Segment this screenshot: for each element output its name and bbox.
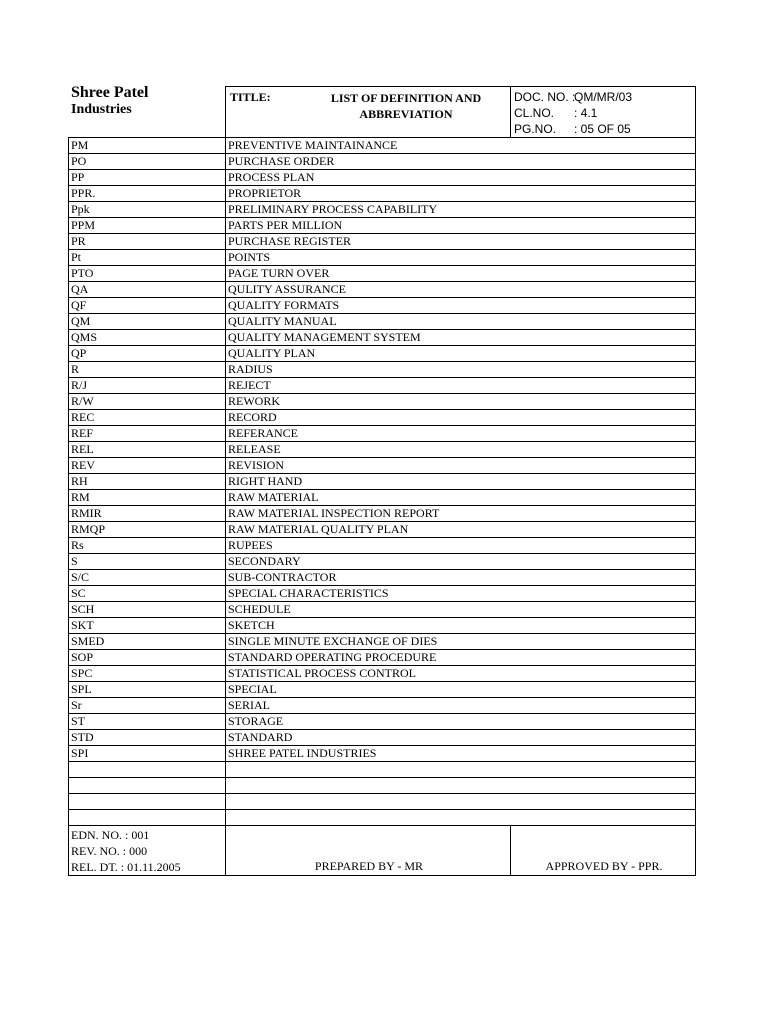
definition-cell: RAW MATERIAL: [226, 490, 696, 506]
revision-info-cell: [69, 826, 226, 876]
blank-row: [69, 762, 696, 778]
table-row: [69, 698, 696, 714]
company-name-line1: Shree Patel: [71, 84, 149, 101]
table-row: [69, 522, 696, 538]
abbreviation-cell: PO: [69, 154, 226, 170]
definition-cell: PAGE TURN OVER: [226, 266, 696, 282]
table-row: [69, 138, 696, 154]
blank-cell: [226, 778, 696, 794]
table-row: [69, 602, 696, 618]
table-row: [69, 458, 696, 474]
abbreviation-cell: REF: [69, 426, 226, 442]
table-row: [69, 186, 696, 202]
definition-cell: PARTS PER MILLION: [226, 218, 696, 234]
abbreviation-cell: REV: [69, 458, 226, 474]
abbreviation-cell: REL: [69, 442, 226, 458]
pg-no-label: PG.NO.: [514, 122, 557, 136]
definition-cell: SPECIAL CHARACTERISTICS: [226, 586, 696, 602]
abbreviation-cell: RH: [69, 474, 226, 490]
table-row: [69, 474, 696, 490]
abbreviation-cell: R/J: [69, 378, 226, 394]
prepared-by-cell: [226, 826, 511, 876]
table-row: [69, 154, 696, 170]
definition-cell: RADIUS: [226, 362, 696, 378]
definition-cell: SERIAL: [226, 698, 696, 714]
table-row: [69, 570, 696, 586]
abbreviation-cell: R/W: [69, 394, 226, 410]
abbreviation-cell: QMS: [69, 330, 226, 346]
table-row: [69, 250, 696, 266]
definition-cell: SUB-CONTRACTOR: [226, 570, 696, 586]
blank-cell: [226, 810, 696, 826]
blank-cell: [69, 762, 226, 778]
blank-row: [69, 794, 696, 810]
abbreviation-cell: S/C: [69, 570, 226, 586]
definition-cell: POINTS: [226, 250, 696, 266]
definition-cell: PRELIMINARY PROCESS CAPABILITY: [226, 202, 696, 218]
table-row: [69, 666, 696, 682]
blank-cell: [226, 762, 696, 778]
table-row: [69, 730, 696, 746]
abbreviation-cell: Rs: [69, 538, 226, 554]
abbreviation-cell: Ppk: [69, 202, 226, 218]
definition-cell: PURCHASE REGISTER: [226, 234, 696, 250]
abbreviation-cell: SC: [69, 586, 226, 602]
definition-cell: STATISTICAL PROCESS CONTROL: [226, 666, 696, 682]
abbreviation-cell: PTO: [69, 266, 226, 282]
table-row: [69, 170, 696, 186]
doc-no-row: [514, 89, 695, 105]
abbreviation-cell: Pt: [69, 250, 226, 266]
definition-cell: SECONDARY: [226, 554, 696, 570]
blank-cell: [226, 794, 696, 810]
definition-cell: QUALITY PLAN: [226, 346, 696, 362]
abbreviation-cell: QM: [69, 314, 226, 330]
abbreviation-cell: PPM: [69, 218, 226, 234]
abbreviation-cell: SPI: [69, 746, 226, 762]
definition-cell: PURCHASE ORDER: [226, 154, 696, 170]
table-row: [69, 362, 696, 378]
abbreviation-cell: PP: [69, 170, 226, 186]
abbreviation-cell: QA: [69, 282, 226, 298]
abbreviation-cell: QF: [69, 298, 226, 314]
definition-cell: PREVENTIVE MAINTAINANCE: [226, 138, 696, 154]
abbreviation-cell: SMED: [69, 634, 226, 650]
definition-cell: RUPEES: [226, 538, 696, 554]
abbreviation-cell: SKT: [69, 618, 226, 634]
abbreviation-cell: R: [69, 362, 226, 378]
cl-no-value: : 4.1: [574, 106, 598, 120]
rel-date: REL. DT. : 01.11.2005: [71, 860, 181, 874]
blank-rows: [69, 762, 696, 826]
table-row: [69, 282, 696, 298]
blank-row: [69, 778, 696, 794]
pg-no-row: [514, 121, 695, 137]
abbreviation-table: [68, 86, 696, 876]
table-row: [69, 714, 696, 730]
abbreviation-cell: QP: [69, 346, 226, 362]
table-row: [69, 650, 696, 666]
abbreviation-cell: RMIR: [69, 506, 226, 522]
blank-cell: [69, 778, 226, 794]
definition-cell: RAW MATERIAL INSPECTION REPORT: [226, 506, 696, 522]
abbreviation-cell: PPR.: [69, 186, 226, 202]
definition-cell: RIGHT HAND: [226, 474, 696, 490]
footer-body: [69, 826, 696, 876]
title-label: TITLE:: [230, 90, 271, 104]
abbreviation-cell: SPC: [69, 666, 226, 682]
table-row: [69, 538, 696, 554]
definition-cell: STANDARD: [226, 730, 696, 746]
title-cell: [226, 87, 511, 138]
definition-cell: REVISION: [226, 458, 696, 474]
blank-cell: [69, 794, 226, 810]
table-body: [69, 87, 696, 762]
blank-row: [69, 810, 696, 826]
table-row: [69, 746, 696, 762]
doc-no-value: QM/MR/03: [574, 90, 633, 104]
table-row: [69, 506, 696, 522]
table-row: [69, 218, 696, 234]
table-row: [69, 202, 696, 218]
definition-cell: REFERANCE: [226, 426, 696, 442]
definition-cell: SINGLE MINUTE EXCHANGE OF DIES: [226, 634, 696, 650]
table-row: [69, 266, 696, 282]
table-row: [69, 410, 696, 426]
table-row: [69, 682, 696, 698]
prepared-by: PREPARED BY - MR: [314, 859, 424, 873]
definition-cell: REJECT: [226, 378, 696, 394]
table-row: [69, 314, 696, 330]
rev-no: REV. NO. : 000: [71, 844, 148, 858]
definition-cell: QULITY ASSURANCE: [226, 282, 696, 298]
abbreviation-cell: SOP: [69, 650, 226, 666]
definition-cell: SHREE PATEL INDUSTRIES: [226, 746, 696, 762]
abbreviation-cell: ST: [69, 714, 226, 730]
definition-cell: STANDARD OPERATING PROCEDURE: [226, 650, 696, 666]
edn-no: EDN. NO. : 001: [71, 828, 150, 842]
abbreviation-cell: PM: [69, 138, 226, 154]
table-row: [69, 634, 696, 650]
definition-cell: SCHEDULE: [226, 602, 696, 618]
table-row: [69, 330, 696, 346]
abbreviation-cell: RM: [69, 490, 226, 506]
abbreviation-cell: STD: [69, 730, 226, 746]
header-row: [69, 87, 696, 138]
abbreviation-cell: SPL: [69, 682, 226, 698]
table-row: [69, 298, 696, 314]
abbreviation-cell: SCH: [69, 602, 226, 618]
table-row: [69, 346, 696, 362]
definition-cell: QUALITY MANUAL: [226, 314, 696, 330]
definition-cell: RECORD: [226, 410, 696, 426]
table-row: [69, 554, 696, 570]
cl-no-label: CL.NO.: [514, 106, 555, 120]
cl-no-row: [514, 105, 695, 121]
definition-cell: SPECIAL: [226, 682, 696, 698]
abbreviation-cell: PR: [69, 234, 226, 250]
doc-no-label: DOC. NO. :: [514, 90, 576, 104]
abbreviation-cell: Sr: [69, 698, 226, 714]
document-meta-cell: [511, 87, 696, 138]
definition-cell: RAW MATERIAL QUALITY PLAN: [226, 522, 696, 538]
blank-cell: [69, 810, 226, 826]
definition-cell: PROPRIETOR: [226, 186, 696, 202]
definition-cell: PROCESS PLAN: [226, 170, 696, 186]
document-title-line2: ABBREVIATION: [359, 107, 453, 121]
approved-by-cell: [511, 826, 696, 876]
definition-cell: REWORK: [226, 394, 696, 410]
approved-by: APPROVED BY - PPR.: [545, 859, 663, 873]
table-row: [69, 618, 696, 634]
table-row: [69, 426, 696, 442]
table-row: [69, 234, 696, 250]
company-name-line2: Industries: [71, 102, 132, 117]
table-row: [69, 442, 696, 458]
definition-cell: QUALITY MANAGEMENT SYSTEM: [226, 330, 696, 346]
document-title-line1: LIST OF DEFINITION AND: [330, 91, 482, 105]
table-row: [69, 490, 696, 506]
table-row: [69, 586, 696, 602]
table-row: [69, 378, 696, 394]
pg-no-value: : 05 OF 05: [574, 122, 631, 136]
abbreviation-cell: REC: [69, 410, 226, 426]
footer-row: [69, 826, 696, 876]
table-row: [69, 394, 696, 410]
abbreviation-cell: S: [69, 554, 226, 570]
definition-cell: STORAGE: [226, 714, 696, 730]
abbreviation-cell: RMQP: [69, 522, 226, 538]
definition-cell: RELEASE: [226, 442, 696, 458]
document-title: [306, 90, 506, 122]
definition-cell: QUALITY FORMATS: [226, 298, 696, 314]
definition-cell: SKETCH: [226, 618, 696, 634]
company-cell: [69, 87, 226, 138]
